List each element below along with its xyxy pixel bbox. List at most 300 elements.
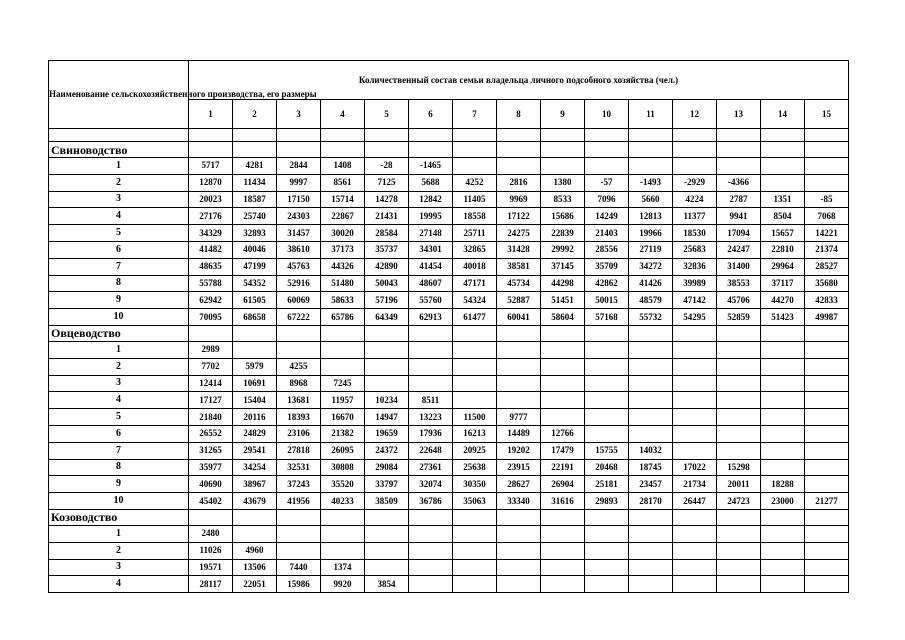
table-row xyxy=(49,375,849,392)
value-cell: 28170 xyxy=(629,493,673,510)
value-cell: 30020 xyxy=(321,225,365,242)
value-cell: 17094 xyxy=(717,225,761,242)
value-cell xyxy=(805,358,849,375)
table-row xyxy=(49,559,849,576)
value-cell: 1374 xyxy=(321,559,365,576)
value-cell xyxy=(233,341,277,358)
value-cell xyxy=(629,542,673,559)
value-cell xyxy=(673,525,717,542)
table-row xyxy=(49,409,849,426)
value-cell: 47199 xyxy=(233,258,277,275)
column-number-header: 1 xyxy=(189,100,233,129)
value-cell xyxy=(585,358,629,375)
value-cell: 17122 xyxy=(497,208,541,225)
value-cell: 55732 xyxy=(629,309,673,326)
value-cell: 9941 xyxy=(717,208,761,225)
row-label: 7 xyxy=(49,258,189,275)
table-row xyxy=(49,258,849,275)
value-cell: 40018 xyxy=(453,258,497,275)
empty-cell xyxy=(805,142,849,158)
value-cell: 7068 xyxy=(805,208,849,225)
value-cell xyxy=(453,559,497,576)
value-cell xyxy=(409,576,453,593)
empty-cell xyxy=(409,142,453,158)
value-cell xyxy=(761,525,805,542)
value-cell xyxy=(629,158,673,175)
section-title: Свиноводство xyxy=(49,142,189,158)
value-cell: 24247 xyxy=(717,241,761,258)
value-cell: 22867 xyxy=(321,208,365,225)
empty-cell xyxy=(321,142,365,158)
value-cell: 7440 xyxy=(277,559,321,576)
value-cell: 35977 xyxy=(189,459,233,476)
value-cell xyxy=(805,174,849,191)
value-cell: 26552 xyxy=(189,425,233,442)
value-cell: 2816 xyxy=(497,174,541,191)
value-cell xyxy=(453,158,497,175)
value-cell: 32836 xyxy=(673,258,717,275)
value-cell xyxy=(761,559,805,576)
value-cell xyxy=(453,392,497,409)
value-cell xyxy=(585,542,629,559)
table-row xyxy=(49,341,849,358)
table-body xyxy=(49,129,849,593)
value-cell: 28527 xyxy=(805,258,849,275)
value-cell: 64349 xyxy=(365,309,409,326)
value-cell: 22051 xyxy=(233,576,277,593)
value-cell: 10691 xyxy=(233,375,277,392)
value-cell: 11434 xyxy=(233,174,277,191)
value-cell xyxy=(629,392,673,409)
value-cell: 15986 xyxy=(277,576,321,593)
empty-cell xyxy=(629,142,673,158)
value-cell: 10234 xyxy=(365,392,409,409)
row-label: 4 xyxy=(49,392,189,409)
empty-cell xyxy=(717,325,761,341)
value-cell: 12766 xyxy=(541,425,585,442)
value-cell xyxy=(761,459,805,476)
row-label: 10 xyxy=(49,309,189,326)
value-cell: 54352 xyxy=(233,275,277,292)
value-cell: 41426 xyxy=(629,275,673,292)
row-label: 8 xyxy=(49,275,189,292)
section-title: Овцеводство xyxy=(49,325,189,341)
value-cell: 19571 xyxy=(189,559,233,576)
value-cell xyxy=(541,576,585,593)
empty-cell xyxy=(409,509,453,525)
value-cell xyxy=(717,559,761,576)
value-cell: 23915 xyxy=(497,459,541,476)
empty-cell xyxy=(805,325,849,341)
value-cell xyxy=(629,576,673,593)
value-cell: 8511 xyxy=(409,392,453,409)
value-cell: 19202 xyxy=(497,442,541,459)
value-cell xyxy=(409,341,453,358)
value-cell: 55788 xyxy=(189,275,233,292)
value-cell: 38581 xyxy=(497,258,541,275)
value-cell: 57196 xyxy=(365,292,409,309)
value-cell xyxy=(761,392,805,409)
value-cell: 60069 xyxy=(277,292,321,309)
value-cell xyxy=(409,375,453,392)
value-cell: 65786 xyxy=(321,309,365,326)
empty-cell xyxy=(541,129,585,142)
empty-cell xyxy=(717,129,761,142)
table-row xyxy=(49,442,849,459)
value-cell xyxy=(585,409,629,426)
value-cell xyxy=(497,358,541,375)
column-number-header: 10 xyxy=(585,100,629,129)
value-cell xyxy=(453,542,497,559)
value-cell xyxy=(585,525,629,542)
value-cell: 15714 xyxy=(321,191,365,208)
table-title: Количественный состав семьи владельца личного подсобного хозяйства (чел.) xyxy=(189,61,849,100)
value-cell: 45763 xyxy=(277,258,321,275)
value-cell xyxy=(497,542,541,559)
value-cell: 14278 xyxy=(365,191,409,208)
value-cell xyxy=(365,559,409,576)
row-label: 4 xyxy=(49,576,189,593)
value-cell xyxy=(585,158,629,175)
value-cell: 44326 xyxy=(321,258,365,275)
value-cell: 17479 xyxy=(541,442,585,459)
value-cell xyxy=(365,542,409,559)
empty-cell xyxy=(365,325,409,341)
value-cell: 24829 xyxy=(233,425,277,442)
value-cell: 7702 xyxy=(189,358,233,375)
value-cell: 33797 xyxy=(365,476,409,493)
empty-cell xyxy=(365,509,409,525)
table-row xyxy=(49,425,849,442)
value-cell: 25683 xyxy=(673,241,717,258)
value-cell: 13506 xyxy=(233,559,277,576)
value-cell: 25711 xyxy=(453,225,497,242)
row-label: 2 xyxy=(49,358,189,375)
row-label: 3 xyxy=(49,191,189,208)
value-cell: 18530 xyxy=(673,225,717,242)
value-cell: 34272 xyxy=(629,258,673,275)
row-label: 4 xyxy=(49,208,189,225)
value-cell: 70095 xyxy=(189,309,233,326)
value-cell xyxy=(717,542,761,559)
value-cell xyxy=(761,425,805,442)
value-cell xyxy=(453,358,497,375)
value-cell: 37145 xyxy=(541,258,585,275)
value-cell: 5660 xyxy=(629,191,673,208)
empty-cell xyxy=(365,129,409,142)
empty-cell xyxy=(629,129,673,142)
value-cell: -1465 xyxy=(409,158,453,175)
value-cell: 28117 xyxy=(189,576,233,593)
empty-cell xyxy=(629,325,673,341)
value-cell: 48635 xyxy=(189,258,233,275)
empty-cell xyxy=(585,129,629,142)
table-row xyxy=(49,542,849,559)
value-cell xyxy=(673,442,717,459)
value-cell: 21382 xyxy=(321,425,365,442)
value-cell xyxy=(805,392,849,409)
table-row xyxy=(49,459,849,476)
value-cell: 15298 xyxy=(717,459,761,476)
value-cell: 68658 xyxy=(233,309,277,326)
value-cell xyxy=(673,341,717,358)
value-cell: 24275 xyxy=(497,225,541,242)
empty-cell xyxy=(673,142,717,158)
value-cell xyxy=(717,425,761,442)
column-number-header: 11 xyxy=(629,100,673,129)
value-cell xyxy=(409,542,453,559)
value-cell: 16213 xyxy=(453,425,497,442)
row-label: 1 xyxy=(49,525,189,542)
value-cell: 12813 xyxy=(629,208,673,225)
value-cell: 38553 xyxy=(717,275,761,292)
value-cell: -1493 xyxy=(629,174,673,191)
value-cell xyxy=(761,341,805,358)
value-cell: 25740 xyxy=(233,208,277,225)
value-cell: 31265 xyxy=(189,442,233,459)
value-cell: 52859 xyxy=(717,309,761,326)
table-row xyxy=(49,158,849,175)
value-cell: 27818 xyxy=(277,442,321,459)
value-cell xyxy=(673,158,717,175)
value-cell xyxy=(717,525,761,542)
value-cell: 35063 xyxy=(453,493,497,510)
value-cell xyxy=(541,358,585,375)
value-cell: -2929 xyxy=(673,174,717,191)
value-cell xyxy=(453,576,497,593)
value-cell xyxy=(541,409,585,426)
row-label: 7 xyxy=(49,442,189,459)
empty-cell xyxy=(629,509,673,525)
value-cell xyxy=(585,425,629,442)
value-cell xyxy=(805,476,849,493)
value-cell xyxy=(717,358,761,375)
column-number-header: 15 xyxy=(805,100,849,129)
value-cell xyxy=(365,525,409,542)
value-cell: 9777 xyxy=(497,409,541,426)
value-cell: 44298 xyxy=(541,275,585,292)
value-cell: 13681 xyxy=(277,392,321,409)
row-label: 8 xyxy=(49,459,189,476)
value-cell xyxy=(629,525,673,542)
value-cell xyxy=(541,375,585,392)
value-cell: 18745 xyxy=(629,459,673,476)
value-cell: 15686 xyxy=(541,208,585,225)
value-cell xyxy=(805,459,849,476)
value-cell: 52916 xyxy=(277,275,321,292)
value-cell: 27361 xyxy=(409,459,453,476)
empty-cell xyxy=(453,509,497,525)
value-cell: 32865 xyxy=(453,241,497,258)
empty-cell xyxy=(497,129,541,142)
value-cell: 30350 xyxy=(453,476,497,493)
empty-cell xyxy=(189,509,233,525)
value-cell: -28 xyxy=(365,158,409,175)
value-cell: 29992 xyxy=(541,241,585,258)
empty-cell xyxy=(233,509,277,525)
value-cell: 36786 xyxy=(409,493,453,510)
value-cell: 7096 xyxy=(585,191,629,208)
value-cell: 38610 xyxy=(277,241,321,258)
value-cell xyxy=(717,442,761,459)
empty-cell xyxy=(717,509,761,525)
value-cell: 22810 xyxy=(761,241,805,258)
value-cell xyxy=(321,341,365,358)
empty-cell xyxy=(673,325,717,341)
value-cell: 51423 xyxy=(761,309,805,326)
value-cell: 42890 xyxy=(365,258,409,275)
section-title: Козоводство xyxy=(49,509,189,525)
table-row xyxy=(49,191,849,208)
empty-cell xyxy=(189,142,233,158)
value-cell xyxy=(629,341,673,358)
value-cell xyxy=(805,559,849,576)
value-cell xyxy=(761,174,805,191)
value-cell: -4366 xyxy=(717,174,761,191)
value-cell: 7245 xyxy=(321,375,365,392)
value-cell xyxy=(805,576,849,593)
value-cell: 54295 xyxy=(673,309,717,326)
row-label: 5 xyxy=(49,409,189,426)
value-cell: 2989 xyxy=(189,341,233,358)
value-cell xyxy=(409,559,453,576)
empty-cell xyxy=(761,325,805,341)
row-label: 6 xyxy=(49,241,189,258)
value-cell: 58604 xyxy=(541,309,585,326)
value-cell: 17022 xyxy=(673,459,717,476)
value-cell: 35709 xyxy=(585,258,629,275)
value-cell xyxy=(717,341,761,358)
value-cell: 38509 xyxy=(365,493,409,510)
value-cell: 14489 xyxy=(497,425,541,442)
column-number-header: 3 xyxy=(277,100,321,129)
value-cell: 41956 xyxy=(277,493,321,510)
empty-cell xyxy=(189,129,233,142)
empty-cell xyxy=(277,509,321,525)
value-cell: 42862 xyxy=(585,275,629,292)
value-cell: 54324 xyxy=(453,292,497,309)
value-cell: 3854 xyxy=(365,576,409,593)
value-cell: -57 xyxy=(585,174,629,191)
value-cell: 15657 xyxy=(761,225,805,242)
empty-cell xyxy=(453,129,497,142)
value-cell: 32074 xyxy=(409,476,453,493)
value-cell: 22839 xyxy=(541,225,585,242)
value-cell xyxy=(497,375,541,392)
value-cell: 32531 xyxy=(277,459,321,476)
empty-cell xyxy=(541,325,585,341)
value-cell xyxy=(761,375,805,392)
value-cell xyxy=(321,542,365,559)
table-row xyxy=(49,476,849,493)
value-cell: 5979 xyxy=(233,358,277,375)
value-cell: 2480 xyxy=(189,525,233,542)
section-row xyxy=(49,142,849,158)
section-row xyxy=(49,325,849,341)
value-cell: 1351 xyxy=(761,191,805,208)
value-cell: 34254 xyxy=(233,459,277,476)
column-number-header: 13 xyxy=(717,100,761,129)
table-row xyxy=(49,241,849,258)
column-number-header: 12 xyxy=(673,100,717,129)
column-number-header: 7 xyxy=(453,100,497,129)
value-cell: 35520 xyxy=(321,476,365,493)
value-cell xyxy=(541,559,585,576)
section-row xyxy=(49,509,849,525)
value-cell: 23000 xyxy=(761,493,805,510)
value-cell xyxy=(277,341,321,358)
empty-cell xyxy=(321,509,365,525)
value-cell: 19966 xyxy=(629,225,673,242)
value-cell: 12842 xyxy=(409,191,453,208)
value-cell: 8968 xyxy=(277,375,321,392)
value-cell: 38967 xyxy=(233,476,277,493)
value-cell: 47142 xyxy=(673,292,717,309)
value-cell: 41482 xyxy=(189,241,233,258)
empty-cell xyxy=(453,142,497,158)
value-cell xyxy=(541,392,585,409)
value-cell: 40690 xyxy=(189,476,233,493)
value-cell: 20011 xyxy=(717,476,761,493)
value-cell: 19659 xyxy=(365,425,409,442)
value-cell xyxy=(805,542,849,559)
value-cell: 42833 xyxy=(805,292,849,309)
empty-cell xyxy=(805,129,849,142)
value-cell xyxy=(277,542,321,559)
table-row xyxy=(49,208,849,225)
value-cell: 17150 xyxy=(277,191,321,208)
value-cell: 7125 xyxy=(365,174,409,191)
value-cell: 29893 xyxy=(585,493,629,510)
value-cell xyxy=(673,425,717,442)
value-cell xyxy=(673,409,717,426)
empty-cell xyxy=(49,129,189,142)
value-cell: 12414 xyxy=(189,375,233,392)
table-row xyxy=(49,174,849,191)
value-cell: 33340 xyxy=(497,493,541,510)
value-cell: 18558 xyxy=(453,208,497,225)
value-cell: 62942 xyxy=(189,292,233,309)
value-cell: 45402 xyxy=(189,493,233,510)
value-cell: 15404 xyxy=(233,392,277,409)
value-cell: 58633 xyxy=(321,292,365,309)
value-cell xyxy=(365,358,409,375)
value-cell: 32893 xyxy=(233,225,277,242)
empty-cell xyxy=(761,129,805,142)
value-cell xyxy=(717,576,761,593)
value-cell: 50043 xyxy=(365,275,409,292)
value-cell: 26447 xyxy=(673,493,717,510)
row-label: 1 xyxy=(49,341,189,358)
row-label: 5 xyxy=(49,225,189,242)
value-cell: 27148 xyxy=(409,225,453,242)
row-label: 10 xyxy=(49,493,189,510)
table-row xyxy=(49,525,849,542)
value-cell xyxy=(497,341,541,358)
value-cell: 5717 xyxy=(189,158,233,175)
value-cell xyxy=(365,375,409,392)
value-cell: 11377 xyxy=(673,208,717,225)
value-cell: -85 xyxy=(805,191,849,208)
value-cell xyxy=(585,576,629,593)
value-cell: 12870 xyxy=(189,174,233,191)
value-cell xyxy=(321,525,365,542)
value-cell xyxy=(409,358,453,375)
value-cell: 8533 xyxy=(541,191,585,208)
value-cell: 25638 xyxy=(453,459,497,476)
family-size-table xyxy=(48,60,849,593)
value-cell: 67222 xyxy=(277,309,321,326)
